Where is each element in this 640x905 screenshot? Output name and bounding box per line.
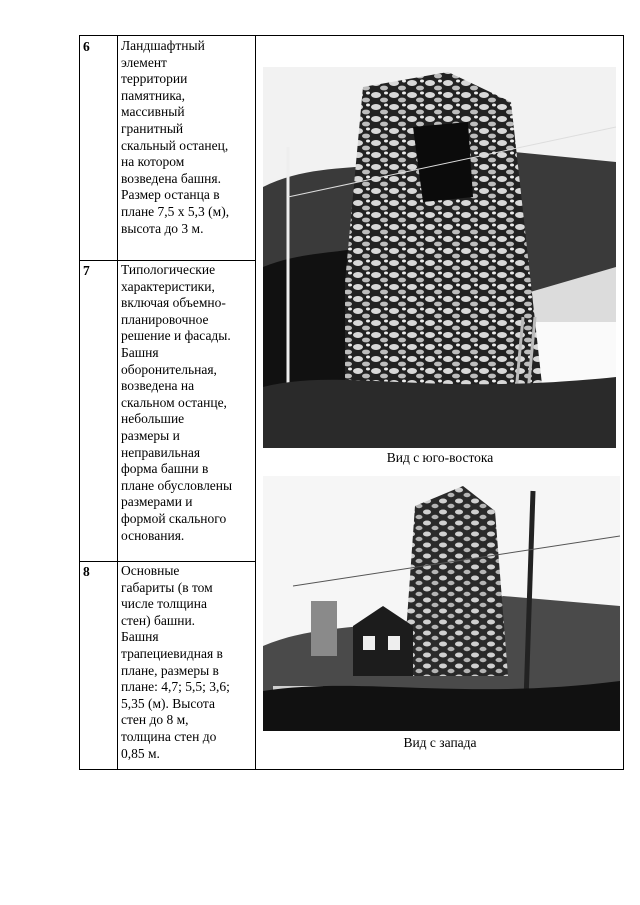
description-line: Ландшафтный: [121, 38, 205, 53]
description-line: стен до 8 м,: [121, 712, 189, 728]
description-line: скальный останец,: [121, 137, 229, 153]
description-line: плане обусловлены: [121, 477, 233, 493]
description-line: Типологические: [121, 262, 216, 277]
description-line: возведена на: [121, 378, 195, 394]
description-line: высота до 3 м.: [121, 220, 204, 236]
description-line: Основные: [121, 563, 180, 578]
description-line: трапециевидная в: [121, 645, 223, 661]
description-line: размеры и: [121, 427, 180, 443]
description-line: неправильная: [121, 444, 201, 460]
row-description: [121, 563, 253, 762]
description-line: размерами и: [121, 494, 193, 510]
description-line: планировочное: [121, 311, 209, 327]
description-line: скальном останце,: [121, 394, 227, 410]
description-line: 0,85 м.: [121, 745, 160, 761]
description-line: оборонительная,: [121, 361, 217, 377]
description-line: включая объемно-: [121, 295, 226, 311]
row-number: 6: [83, 39, 90, 54]
description-line: элемент: [121, 54, 167, 70]
tower-photo-southeast: [263, 67, 616, 448]
description-line: числе толщина: [121, 596, 207, 612]
row-description: [121, 38, 253, 237]
row-divider: [80, 561, 255, 562]
tower-photo-west: [263, 476, 620, 731]
description-line: гранитный: [121, 120, 184, 136]
description-line: форма башни в: [121, 461, 209, 477]
row-number: 7: [83, 263, 90, 278]
description-line: Башня: [121, 629, 159, 645]
description-line: плане: 4,7; 5,5; 3,6;: [121, 679, 230, 695]
description-line: формой скального: [121, 510, 227, 526]
description-line: 5,35 (м). Высота: [121, 695, 215, 711]
description-line: плане 7,5 х 5,3 (м),: [121, 203, 230, 219]
description-line: характеристики,: [121, 278, 215, 294]
description-line: стен) башни.: [121, 612, 196, 628]
description-line: возведена башня.: [121, 170, 221, 186]
description-line: толщина стен до: [121, 728, 217, 744]
description-line: массивный: [121, 104, 185, 120]
row-description: [121, 262, 253, 544]
description-line: габариты (в том: [121, 579, 213, 595]
photo-caption: Вид с запада: [403, 735, 477, 750]
row-divider: [80, 260, 255, 261]
row-number: 8: [83, 564, 90, 579]
description-line: основания.: [121, 527, 185, 543]
photo-caption: Вид с юго-востока: [386, 450, 494, 465]
description-line: территории: [121, 71, 188, 87]
description-line: памятника,: [121, 87, 186, 103]
description-line: решение и фасады.: [121, 328, 231, 344]
description-line: Размер останца в: [121, 187, 220, 203]
description-line: на котором: [121, 154, 185, 170]
column-divider: [117, 36, 118, 769]
monument-table: [79, 35, 624, 770]
description-line: небольшие: [121, 411, 185, 427]
column-divider: [255, 36, 256, 769]
description-line: плане, размеры в: [121, 662, 219, 678]
description-line: Башня: [121, 344, 159, 360]
